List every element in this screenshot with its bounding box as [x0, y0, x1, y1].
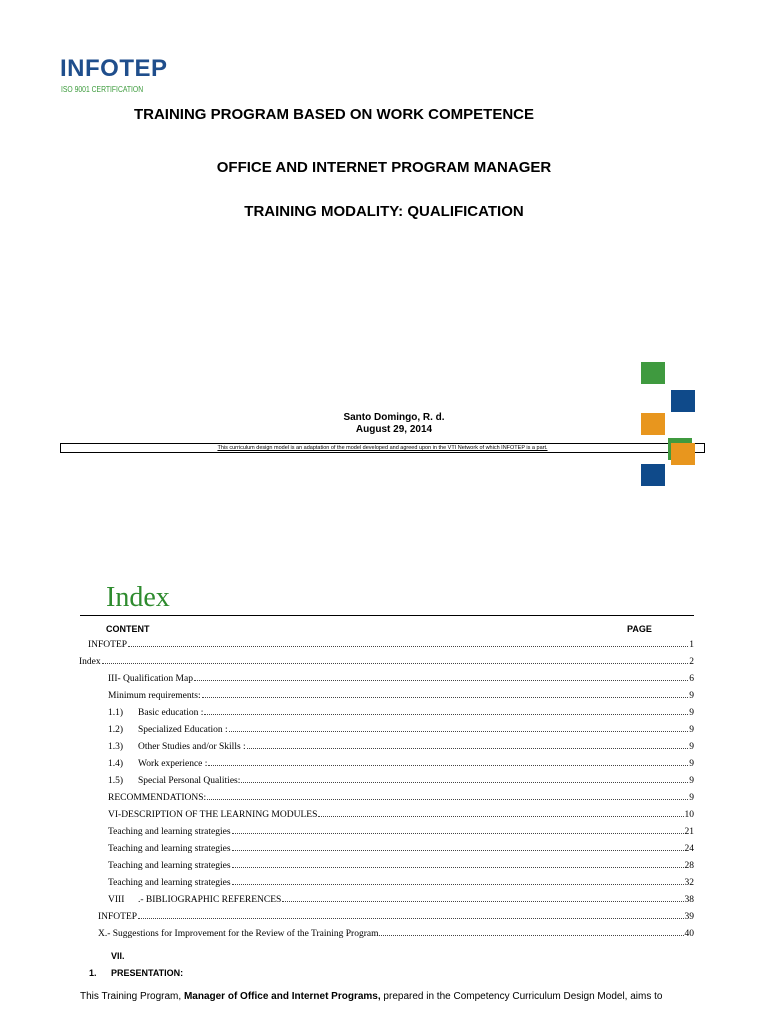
toc-entry[interactable]: Teaching and learning strategies 21 [108, 827, 694, 837]
toc-entry[interactable]: Teaching and learning strategies 32 [108, 878, 694, 888]
certification-label: ISO 9001 CERTIFICATION [61, 85, 144, 94]
toc-entry[interactable]: III- Qualification Map 6 [108, 674, 694, 684]
toc-entry[interactable]: 1.3) Other Studies and/or Skills : 9 [108, 742, 694, 752]
toc-entry[interactable]: 1.4) Work experience : 9 [108, 759, 694, 769]
toc-entry[interactable]: 1.1) Basic education : 9 [108, 708, 694, 718]
program-title: OFFICE AND INTERNET PROGRAM MANAGER [216, 159, 552, 176]
index-heading: Index [106, 582, 170, 613]
adaptation-note-box [60, 443, 705, 453]
toc-entry[interactable]: Teaching and learning strategies 28 [108, 861, 694, 871]
place-city: Santo Domingo, R. d. [343, 412, 445, 423]
toc-entry[interactable]: 1.2) Specialized Education : 9 [108, 725, 694, 735]
toc-entry[interactable]: Minimum requirements: 9 [108, 691, 694, 701]
orange-square-decoration-2 [671, 443, 695, 465]
modality-title: TRAINING MODALITY: QUALIFICATION [244, 203, 524, 220]
content-column-header: CONTENT [106, 624, 150, 634]
navy-square-decoration-2 [641, 464, 665, 486]
presentation-number: 1. [89, 968, 97, 978]
toc-entry[interactable]: VI-DESCRIPTION OF THE LEARNING MODULES 10 [108, 810, 694, 820]
toc-entry[interactable]: Index 2 [79, 657, 694, 667]
index-rule [80, 615, 694, 616]
toc-entry[interactable]: X.- Suggestions for Improvement for the Review of the Training Program 40 [98, 929, 694, 939]
adaptation-note: This curriculum design model is an adaptation of the model developed and agreed upon in the VTI Network of which INFOTEP is a part. [217, 445, 548, 451]
presentation-heading: PRESENTATION: [111, 968, 184, 978]
presentation-paragraph: This Training Program, Manager of Office and Internet Programs, prepared in the Competency Curriculum Design Model, aims to [80, 991, 663, 1002]
orange-square-decoration [641, 413, 665, 435]
toc-entry[interactable]: INFOTEP 1 [88, 640, 694, 650]
toc-entry[interactable]: RECOMMENDATIONS: 9 [108, 793, 694, 803]
toc-entry[interactable]: Teaching and learning strategies 24 [108, 844, 694, 854]
table-of-contents [0, 639, 768, 945]
toc-entry[interactable]: 1.5) Special Personal Qualities: 9 [108, 776, 694, 786]
infotep-logo: INFOTEP [60, 55, 168, 82]
green-square-decoration [641, 362, 665, 384]
toc-entry[interactable]: VIII .- BIBLIOGRAPHIC REFERENCES 38 [108, 895, 694, 905]
document-title: TRAINING PROGRAM BASED ON WORK COMPETENCE [133, 106, 534, 123]
page-column-header: PAGE [627, 624, 652, 634]
toc-entry[interactable]: INFOTEP 39 [98, 912, 694, 922]
section-marker: VII. [111, 951, 125, 961]
navy-square-decoration [671, 390, 695, 412]
place-date: August 29, 2014 [355, 424, 433, 435]
